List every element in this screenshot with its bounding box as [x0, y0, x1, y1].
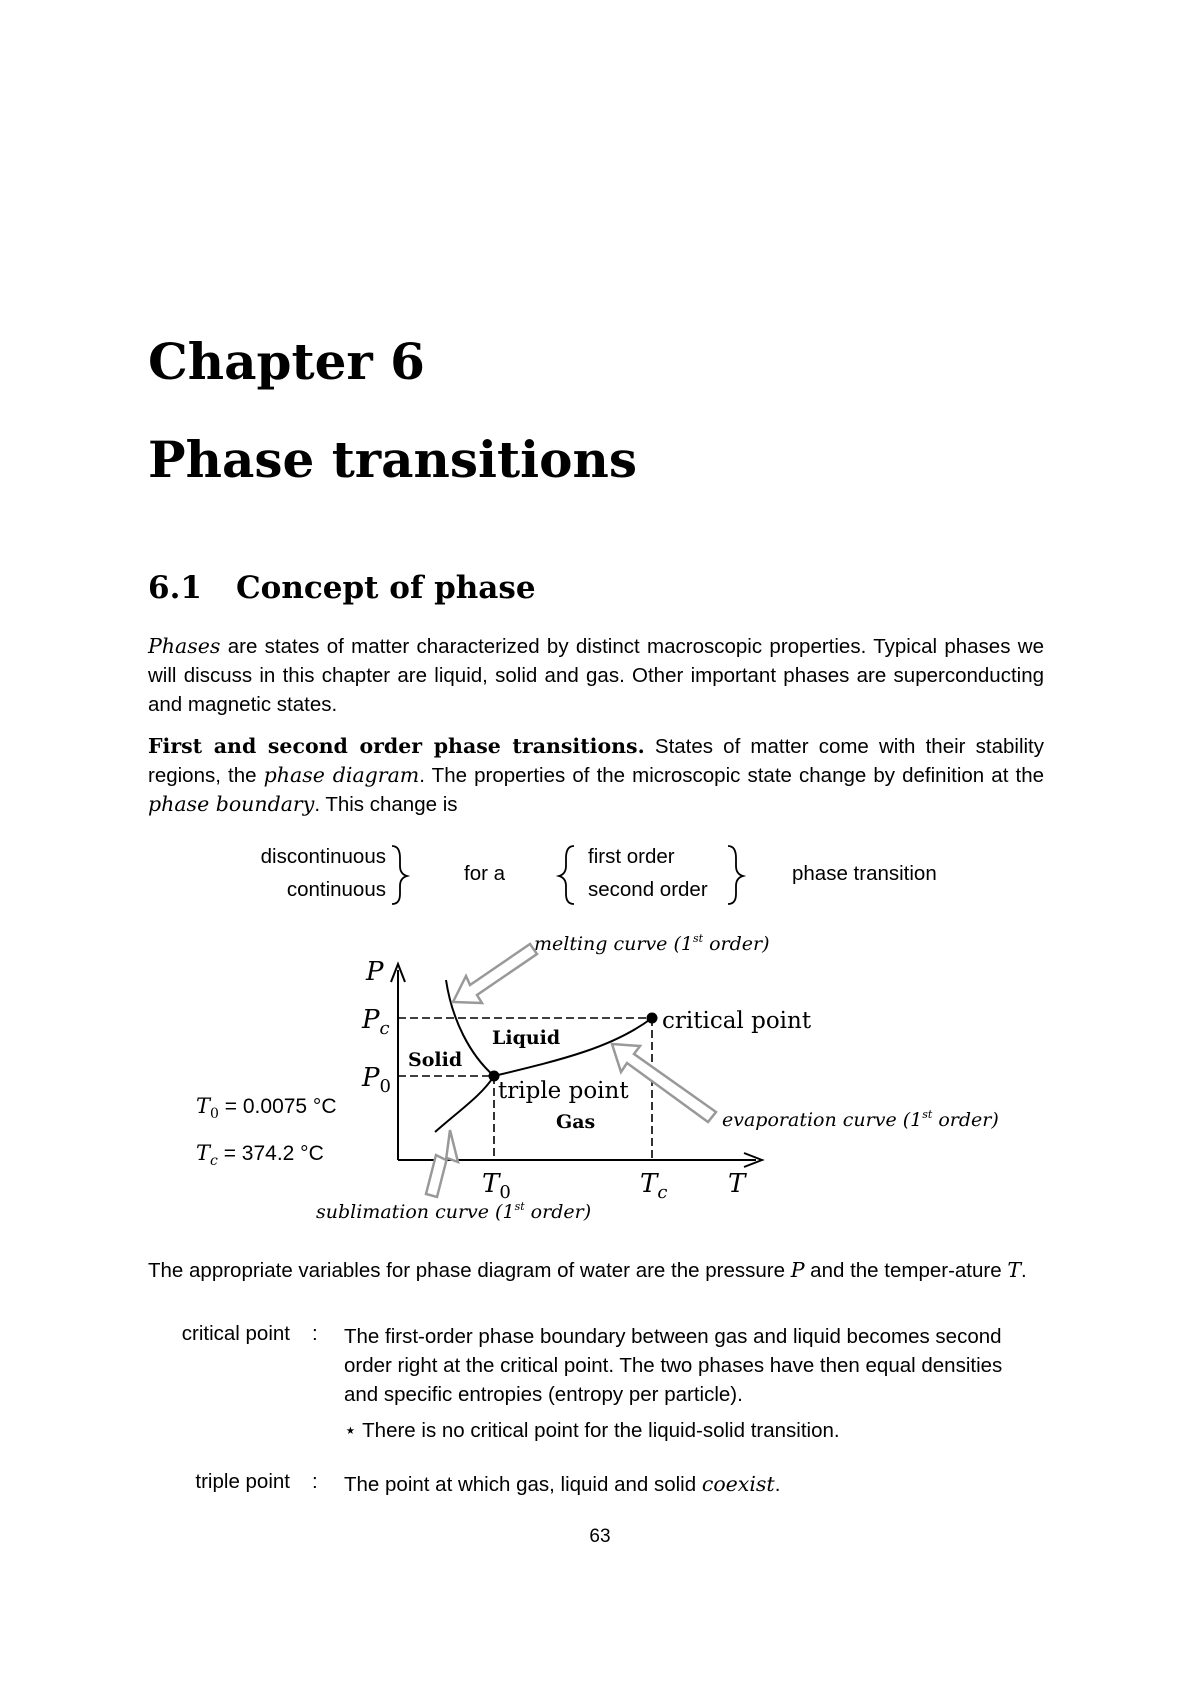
brace-end: phase transition [792, 862, 937, 885]
sublimation-arrow [426, 1130, 458, 1197]
symbol-t: T [1007, 1258, 1022, 1282]
melting-arrow [453, 944, 537, 1003]
paragraph-text: . This change is [314, 793, 458, 816]
paragraph-text: . [1021, 1259, 1027, 1282]
brace-left-bottom: continuous [286, 878, 386, 901]
paragraph-text: States of matter come with their stability regions, the [148, 735, 1044, 787]
critical-point-label: critical point [662, 1008, 812, 1034]
liquid-label: Liquid [492, 1027, 561, 1049]
brace-right-top: first order [588, 845, 675, 868]
chapter-label: Chapter 6 [148, 332, 425, 391]
page-number: 63 [589, 1526, 611, 1547]
paragraph-phases-text: are states of matter characterized by distinct macroscopic properties. Typical phases we will discuss in this chapter are liquid, solid and gas. Other important phases are superconducting and magnetic states. [148, 635, 1044, 716]
def-note-critical-point: ⋆ There is no critical point for the liquid-solid transition. [344, 1419, 840, 1442]
sublimation-curve-label: sublimation curve (1st order) [316, 1200, 592, 1223]
def-text-triple-point [344, 1470, 1024, 1499]
brace-middle: for a [464, 862, 506, 885]
paragraph-variables [148, 1256, 1044, 1285]
t-axis-label: T [728, 1169, 746, 1199]
critical-point-marker [647, 1013, 658, 1024]
solid-label: Solid [408, 1049, 463, 1071]
brace-left-top: discontinuous [260, 845, 386, 868]
p0-label: $P_0$ [362, 1063, 391, 1097]
section-title: Concept of phase [236, 570, 536, 606]
t0-tick-label: $T_0$ [482, 1169, 511, 1203]
pc-label: $P_c$ [362, 1005, 390, 1039]
emph-coexist: coexist [701, 1472, 775, 1496]
brace-right-bottom: second order [588, 878, 708, 901]
symbol-p: P [790, 1258, 805, 1282]
def-colon: : [312, 1470, 318, 1493]
def-term-triple-point: triple point [195, 1470, 290, 1493]
section-number: 6.1 [148, 570, 202, 606]
p-axis-label: P [366, 957, 384, 987]
paragraph-text: . The properties of the microscopic state change by definition at the [419, 764, 1044, 787]
tc-tick-label: $T_c$ [640, 1169, 668, 1203]
evaporation-curve-label: evaporation curve (1st order) [722, 1108, 999, 1131]
def-text-part: The point at which gas, liquid and solid [344, 1473, 702, 1496]
def-term-critical-point: critical point [181, 1322, 290, 1345]
sublimation-curve [435, 1076, 494, 1132]
chapter-title: Phase transitions [148, 430, 637, 489]
melting-curve-label: melting curve (1st order) [534, 932, 770, 955]
paragraph-text: and the temper-ature [804, 1259, 1008, 1282]
def-colon: : [312, 1322, 318, 1345]
emph-phases: Phases [148, 634, 221, 658]
emph-phase-diagram: phase diagram [263, 763, 420, 787]
t0-equation: $T_0 = 0.0075$ °C [196, 1094, 337, 1122]
paragraph-heading: First and second order phase transitions. [148, 734, 645, 758]
def-text-part: . [774, 1473, 781, 1496]
triple-point-label: triple point [498, 1078, 629, 1104]
tc-equation: $T_c = 374.2$ °C [196, 1141, 324, 1169]
gas-label: Gas [556, 1111, 596, 1133]
def-text-critical-point: The first-order phase boundary between gas and liquid becomes second order right at the critical point. The two phases have then equal densities and specific entropies (entropy per particle). [344, 1325, 1003, 1406]
emph-phase-boundary: phase boundary [148, 792, 315, 816]
paragraph-text: The appropriate variables for phase diagram of water are the pressure [148, 1259, 791, 1282]
